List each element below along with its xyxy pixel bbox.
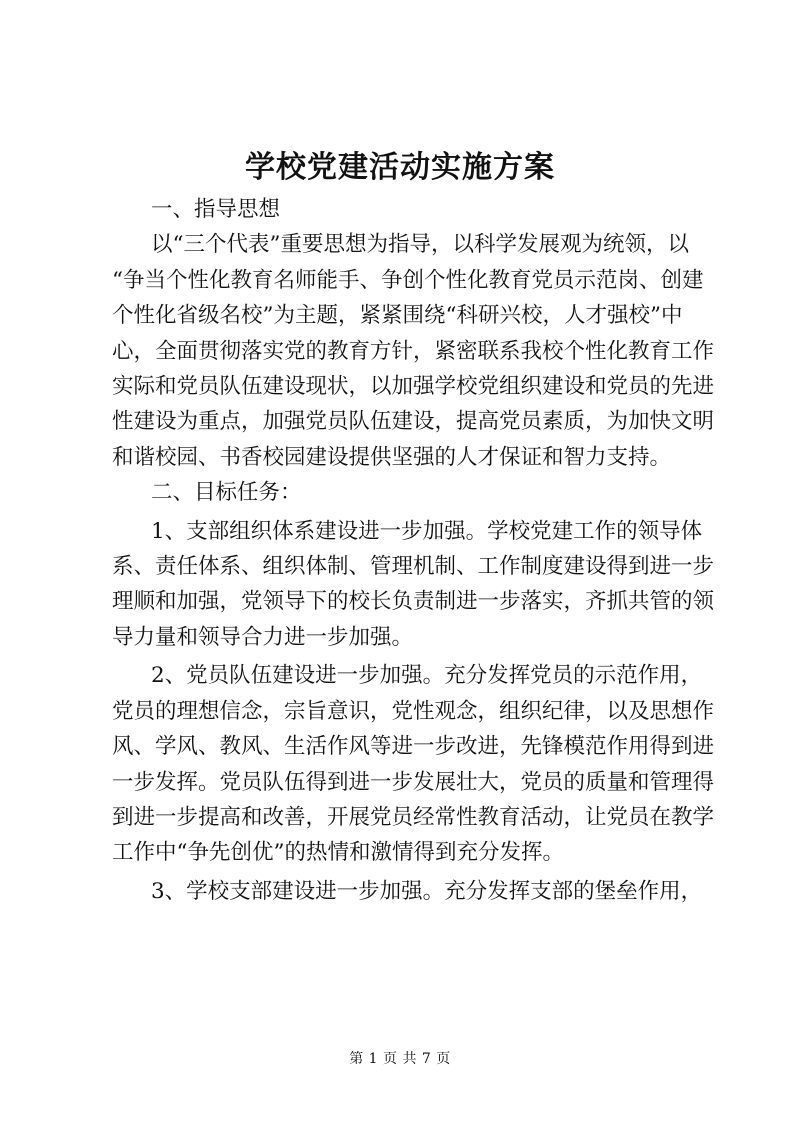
section-heading-goals: 二、目标任务： — [151, 480, 302, 506]
paragraph-line: “争当个性化教育名师能手、争创个性化教育党员示范岗、创建 — [112, 267, 704, 293]
document-body — [112, 192, 715, 909]
section-heading-guiding-thought: 一、指导思想 — [151, 197, 281, 222]
paragraph-line: 实际和党员队伍建设现状，以加强学校党组织建设和党员的先进 — [112, 374, 715, 400]
paragraph-line: 性建设为重点，加强党员队伍建设，提高党员素质，为加快文明 — [112, 409, 715, 435]
paragraph-line: 风、学风、教风、生活作风等进一步改进，先锋模范作用得到进 — [112, 734, 715, 760]
paragraph-line: 理顺和加强，党领导下的校长负责制进一步落实，齐抓共管的领 — [112, 589, 715, 615]
paragraph-line: 以“三个代表”重要思想为指导，以科学发展观为统领，以 — [151, 232, 689, 258]
paragraph-line: 心，全面贯彻落实党的教育方针，紧密联系我校个性化教育工作 — [112, 338, 715, 364]
paragraph-line: 到进一步提高和改善，开展党员经常性教育活动，让党员在教学 — [112, 804, 715, 830]
paragraph-line: 个性化省级名校”为主题，紧紧围绕“科研兴校，人才强校”中 — [112, 303, 683, 329]
paragraph-line: 导力量和领导合力进一步加强。 — [112, 624, 414, 650]
page-title: 学校党建活动实施方案 — [245, 150, 555, 185]
paragraph-line: 和谐校园、书香校园建设提供坚强的人才保证和智力支持。 — [112, 444, 672, 470]
paragraph-line: 3、学校支部建设进一步加强。充分发挥支部的堡垒作用， — [151, 878, 703, 904]
paragraph-line: 系、责任体系、组织体制、管理机制、工作制度建设得到进一步 — [112, 554, 715, 580]
paragraph-line: 一步发挥。党员队伍得到进一步发展壮大，党员的质量和管理得 — [112, 769, 715, 795]
paragraph-line: 1、支部组织体系建设进一步加强。学校党建工作的领导体 — [151, 518, 703, 544]
paragraph-line: 党员的理想信念，宗旨意识，党性观念，组织纪律，以及思想作 — [112, 698, 715, 724]
page-number-footer: 第 1 页 共 7 页 — [349, 1051, 451, 1067]
paragraph-line: 2、党员队伍建设进一步加强。充分发挥党员的示范作用， — [151, 663, 703, 689]
paragraph-line: 工作中“争先创优”的热情和激情得到充分发挥。 — [112, 840, 564, 866]
